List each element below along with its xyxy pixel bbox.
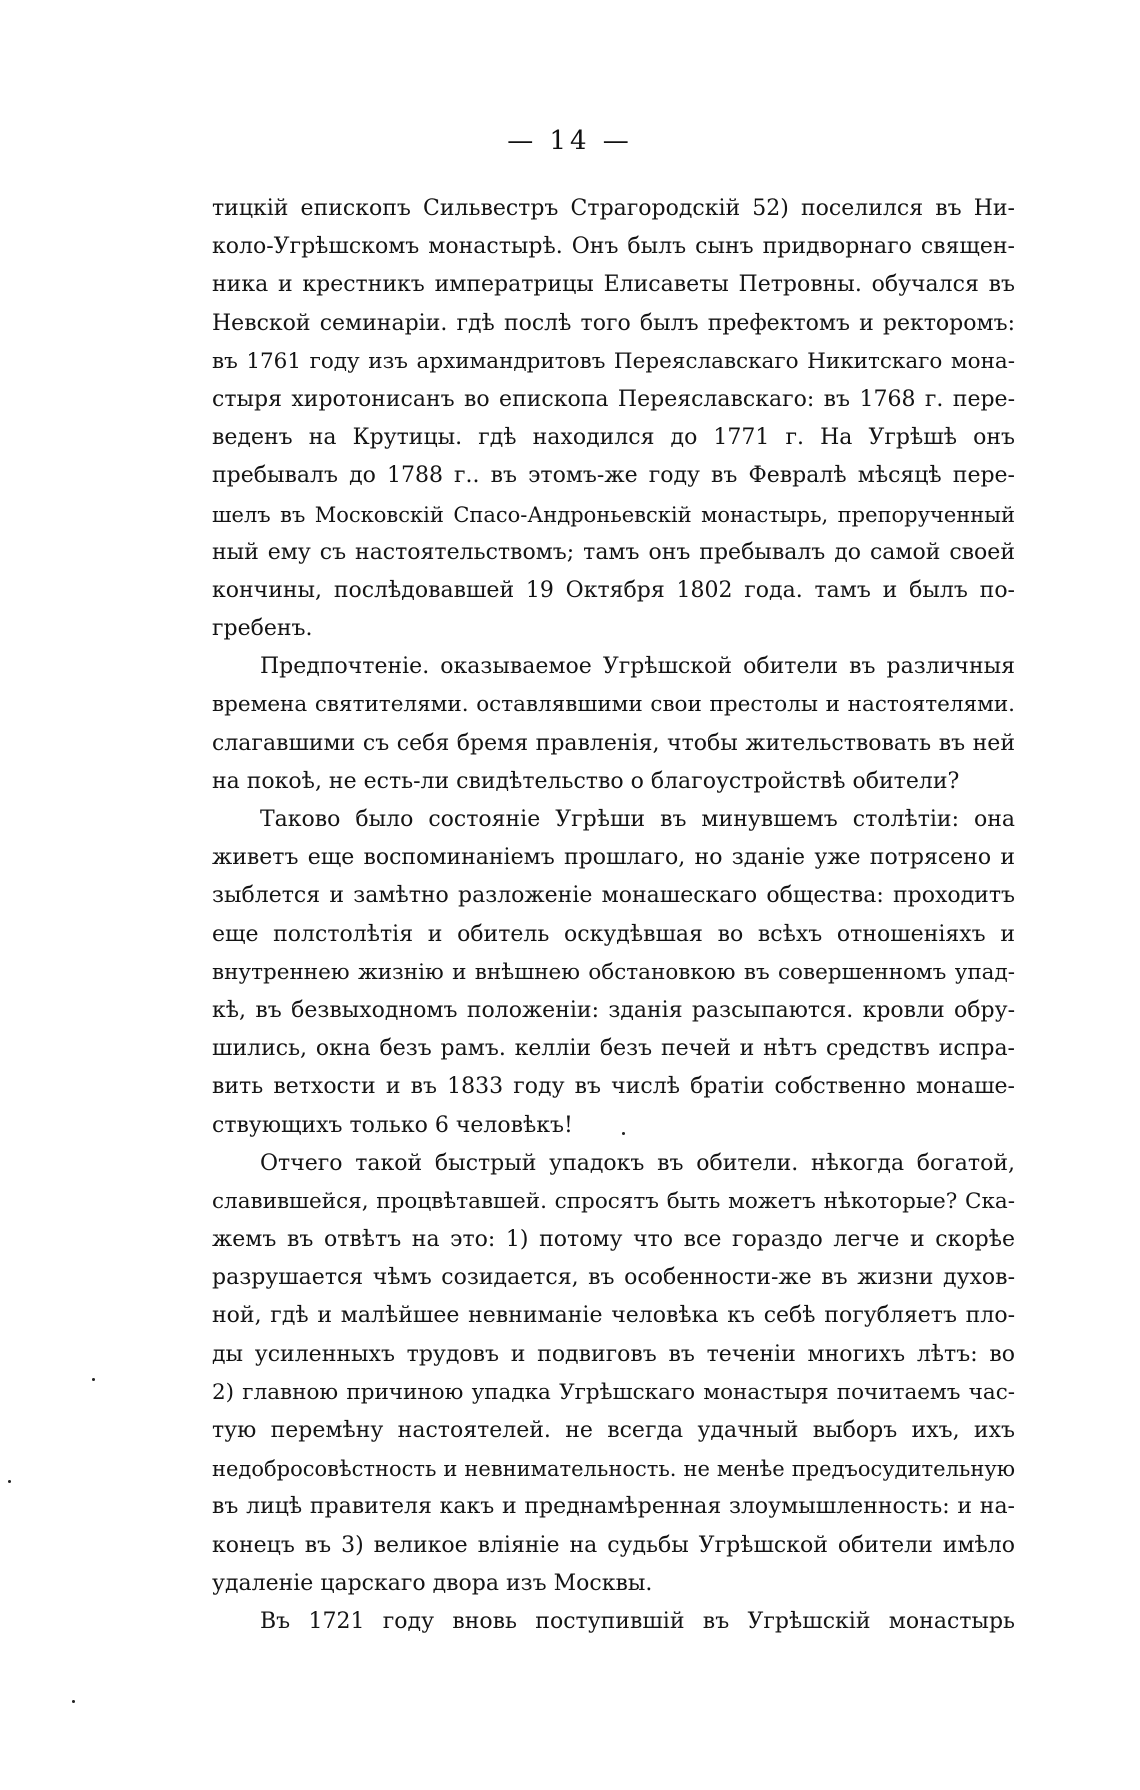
text-line: Таково было состояніе Угрѣши въ минувшемъ столѣтіи: она xyxy=(260,807,1015,832)
scan-speck xyxy=(622,1132,625,1135)
text-line: коло-Угрѣшскомъ монастырѣ. Онъ былъ сынъ придворнаго священ- xyxy=(212,234,1015,260)
text-line: зыблется и замѣтно разложеніе монашескаго общества: проходитъ xyxy=(212,883,1015,909)
text-line: разрушается чѣмъ созидается, въ особенности-же въ жизни духов- xyxy=(212,1265,1015,1291)
text-line: слагавшими съ себя бремя правленія, чтобы жительствовать въ ней xyxy=(212,730,1015,756)
scan-speck xyxy=(72,1700,75,1703)
paragraph xyxy=(212,1603,1015,1641)
text-line: недобросовѣстность и невнимательность. не менѣе предъосудительную xyxy=(212,1457,1015,1482)
text-line: Предпочтеніе. оказываемое Угрѣшской обители въ различныя xyxy=(260,654,1015,680)
text-line: времена святителями. оставлявшими свои престолы и настоятелями. xyxy=(212,692,1015,718)
text-line: въ лицѣ правителя какъ и преднамѣренная злоумышленность: и на- xyxy=(212,1494,1015,1520)
text-line: шелъ въ Московскій Спасо-Андроньевскій монастырь, препорученный xyxy=(212,502,1015,527)
text-line: ный ему съ настоятельствомъ; тамъ онъ пребывалъ до самой своей xyxy=(212,539,1015,565)
paragraph xyxy=(212,190,1015,648)
text-line: ствующихъ только 6 человѣкъ! xyxy=(212,1112,573,1138)
text-line: пребывалъ до 1788 г.. въ этомъ-же году въ Февралѣ мѣсяцѣ пере- xyxy=(212,463,1015,489)
text-line: живетъ еще воспоминаніемъ прошлаго, но зданіе уже потрясено и xyxy=(212,845,1015,871)
text-line: кончины, послѣдовавшей 19 Октября 1802 года. тамъ и былъ по- xyxy=(212,577,1015,603)
text-line: веденъ на Крутицы. гдѣ находился до 1771 г. На Угрѣшѣ онъ xyxy=(212,425,1015,451)
text-line: на покоѣ, не есть-ли свидѣтельство о благоустройствѣ обители? xyxy=(212,768,960,794)
text-line: Невской семинаріи. гдѣ послѣ того былъ префектомъ и ректоромъ: xyxy=(212,310,1015,336)
text-line: ной, гдѣ и малѣйшее невниманіе человѣка къ себѣ погубляетъ пло- xyxy=(212,1303,1015,1329)
text-line: стыря хиротонисанъ во епископа Переяславскаго: въ 1768 г. пере- xyxy=(212,386,1015,412)
scan-speck xyxy=(92,1378,95,1381)
page-number: — 14 — xyxy=(507,126,633,156)
text-line: гребенъ. xyxy=(212,616,313,642)
text-line: удаленіе царскаго двора изъ Москвы. xyxy=(212,1570,653,1596)
paragraph xyxy=(212,1145,1015,1603)
text-line: Отчего такой быстрый упадокъ въ обители. нѣкогда богатой, xyxy=(260,1150,1015,1176)
text-line: Въ 1721 году вновь поступившій въ Угрѣшскій монастырь xyxy=(260,1608,1015,1634)
text-line: тицкій епископъ Сильвестръ Страгородскій 52) поселился въ Ни- xyxy=(212,196,1015,221)
text-line: тую перемѣну настоятелей. не всегда удачный выборъ ихъ, ихъ xyxy=(212,1418,1015,1443)
text-line: 2) главною причиною упадка Угрѣшскаго монастыря почитаемъ час- xyxy=(212,1379,1015,1405)
text-line: еще полстолѣтія и обитель оскудѣвшая во всѣхъ отношеніяхъ и xyxy=(212,921,1015,947)
text-line: славившейся, процвѣтавшей. спросятъ быть можетъ нѣкоторые? Ска- xyxy=(212,1188,1015,1214)
text-line: ника и крестникъ императрицы Елисаветы Петровны. обучался въ xyxy=(212,272,1015,298)
text-line: вить ветхости и въ 1833 году въ числѣ братіи собственно монаше- xyxy=(212,1074,1015,1100)
text-line: внутреннею жизнію и внѣшнею обстановкою въ совершенномъ упад- xyxy=(212,959,1015,985)
text-line: жемъ въ отвѣтъ на это: 1) потому что все гораздо легче и скорѣе xyxy=(212,1227,1015,1253)
text-line: кѣ, въ безвыходномъ положеніи: зданія разсыпаются. кровли обру- xyxy=(212,997,1015,1023)
scan-speck xyxy=(8,1480,11,1483)
text-line: ды усиленныхъ трудовъ и подвиговъ въ теченіи многихъ лѣтъ: во xyxy=(212,1341,1015,1367)
text-line: конецъ въ 3) великое вліяніе на судьбы Угрѣшской обители имѣло xyxy=(212,1532,1015,1558)
body-text xyxy=(212,190,1015,1641)
paragraph xyxy=(212,801,1015,1145)
paragraph xyxy=(212,648,1015,801)
text-line: въ 1761 году изъ архимандритовъ Переяславскаго Никитскаго мона- xyxy=(212,348,1015,374)
text-line: шились, окна безъ рамъ. келліи безъ печей и нѣтъ средствъ испра- xyxy=(212,1036,1015,1062)
